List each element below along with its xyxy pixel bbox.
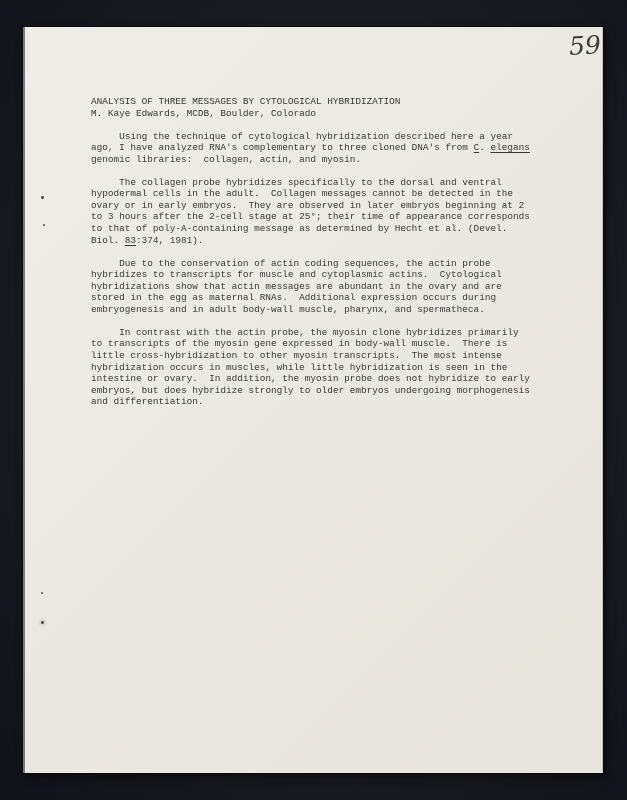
margin-dot	[41, 621, 44, 624]
handwritten-page-number: 59	[568, 30, 602, 61]
text-line: and differentiation.	[91, 396, 204, 408]
document-page	[23, 27, 603, 773]
text-line: hybridization occurs in muscles, while little hybridization is seen in the	[91, 361, 508, 373]
text-line: intestine or ovary. In addition, the myosin probe does not hybridize to early	[91, 373, 530, 385]
text-line: Due to the conservation of actin coding sequences, the actin probe	[91, 257, 491, 269]
text-line: hypodermal cells in the adult. Collagen messages cannot be detected in the	[91, 188, 513, 200]
text-line: hybridizations show that actin messages are abundant in the ovary and are	[91, 280, 502, 292]
text-line: embryos, but does hybridize strongly to older embryos undergoing morphogenesis	[91, 384, 530, 396]
margin-dot	[43, 224, 45, 226]
text-line: little cross-hybridization to other myosin transcripts. The most intense	[91, 350, 502, 362]
text-line: genomic libraries: collagen, actin, and myosin.	[91, 153, 362, 165]
document-byline: M. Kaye Edwards, MCDB, Boulder, Colorado	[91, 107, 317, 119]
document-title: ANALYSIS OF THREE MESSAGES BY CYTOLOGICAL HYBRIDIZATION	[91, 96, 401, 107]
document-text	[91, 96, 551, 408]
text-line: to 3 hours after the 2-cell stage at 25°; their time of appearance corresponds	[91, 211, 530, 223]
text-line: The collagen probe hybridizes specifically to the dorsal and ventral	[91, 176, 502, 188]
document-paragraphs	[91, 131, 551, 408]
text-line: Using the technique of cytological hybridization described here a year	[91, 130, 513, 142]
text-line: embryogenesis and in adult body-wall muscle, pharynx, and spermatheca.	[91, 303, 485, 315]
paragraph	[91, 327, 551, 408]
paragraph	[91, 177, 551, 246]
text-line: ago, I have analyzed RNA's complementary to three cloned DNA's from C. elegans	[91, 142, 530, 154]
text-line: hybridizes to transcripts for muscle and cytoplasmic actins. Cytological	[91, 269, 502, 281]
paragraph	[91, 258, 551, 316]
text-line: In contrast with the actin probe, the myosin clone hybridizes primarily	[91, 326, 519, 338]
text-line: stored in the egg as maternal RNAs. Additional expression occurs during	[91, 292, 497, 304]
text-line: to that of poly-A-containing message as determined by Hecht et al. (Devel.	[91, 223, 508, 235]
margin-dot	[41, 592, 43, 594]
paragraph	[91, 131, 551, 166]
text-line: to transcripts of the myosin gene expressed in body-wall muscle. There is	[91, 338, 508, 350]
text-line: ovary or in early embryos. They are observed in later embryos beginning at 2	[91, 199, 525, 211]
text-line: Biol. 83:374, 1981).	[91, 234, 204, 246]
margin-dot	[41, 196, 44, 199]
